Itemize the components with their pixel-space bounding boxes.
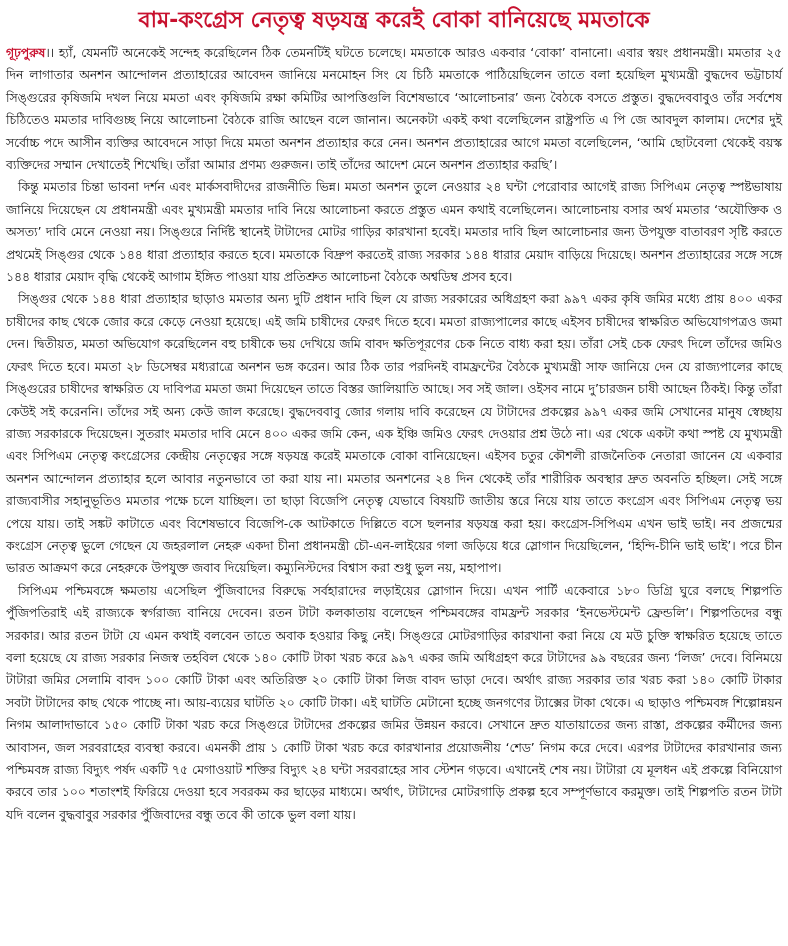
paragraph-4: সিপিএম পশ্চিমবঙ্গে ক্ষমতায় এসেছিল পুঁজিবাদের বিরুদ্ধে সর্বহারাদের লড়াইয়ের স্লোগান দিয়ে। এখন পার্টি একেবারে ১৮০ ডিগ্রি ঘুরে বলছে শিল্পপতি পুঁজিপতিরাই এই রাজ্যকে স্বর্গরাজ্য বানিয়ে দেবেন। রতন টাটা কলকাতায় বলেছেন পশ্চিমবঙ্গের বামফ্রন্ট সরকার ‘ইনভেস্টমেন্ট ফ্রেন্ডলি’। শিল্পপতিদের বন্ধু সরকার। আর রতন টাটা যে এমন কথাই বলবেন তাতে অবাক হওয়ার কিছু নেই। সিঙ্গুরে মোটরগাড়ির কারখানা করা নিয়ে যে মউ চুক্তি স্বাক্ষরিত হয়েছে তাতে বলা হয়েছে যে রাজ্য সরকার নিজস্ব তহবিল থেকে ১৪০ কোটি টাকা খরচ করে ৯৯৭ একর জমি অধিগ্রহণ করে টাটাদের ৯৯ বছরের জন্য ‘লিজ’ দেবে। বিনিময়ে টাটারা জমির সেলামি বাবদ ১০০ কোটি টাকা এবং অতিরিক্ত ২০ কোটি টাকা লিজ বাবদ ভাড়া দেবে। অর্থাৎ রাজ্য সরকার তার খরচ করা ১৪০ কোটি টাকার সবটা টাটাদের কাছ থেকে পাচ্ছে না। আয়-ব্যয়ের ঘাটতি ২০ কোটি টাকা। এই ঘাটতি মেটানো হচ্ছে জনগণের ট্যাক্সের টাকা থেকে। এ ছাড়াও পশ্চিমবঙ্গ শিল্পোন্নয়ন নিগম আলাদাভাবে ১৫০ কোটি টাকা খরচ করে সিঙ্গুরে টাটাদের প্রকল্পের জমির উন্নয়ন করবে। সেখানে দ্রুত যাতায়াতের জন্য রাস্তা, প্রকল্পের কর্মীদের জন্য আবাসন, জল সরবরাহের ব্যবস্থা করবে। এমনকী প্রায় ১ কোটি টাকা খরচ করে কারখানার প্রয়োজনীয় ‘শেড’ নিগম করে দেবে। এরপর টাটাদের কারখানার জন্য পশ্চিমবঙ্গ রাজ্য বিদ্যুৎ পর্ষদ একটি ৭৫ মেগাওয়াট শক্তির বিদ্যুৎ ২৪ ঘন্টা সরবরাহের সাব স্টেশন গড়বে। এখানেই শেষ নয়। টাটারা যে মূলধন এই প্রকল্পে বিনিয়োগ করবে তার ১০০ শতাংশই ফিরিয়ে দেওয়া হবে সবরকম কর ছাড়ের মাধ্যমে। অর্থাৎ, টাটাদের মোটরগাড়ি প্রকল্প হবে সম্পূর্ণভাবে করমুক্ত। তাই শিল্পপতি রতন টাটা যদি বলেন বুদ্ধবাবুর সরকার পুঁজিবাদের বন্ধু তবে কী তাকে ভুল বলা যায়। bbox=[6, 583, 782, 822]
paragraph-1 bbox=[6, 42, 782, 176]
paragraph-1-text: ।। হ্যাঁ, যেমনটি অনেকেই সন্দেহ করেছিলেন ঠিক তেমনটিই ঘটতে চলেছে। মমতাকে আরও একবার ‘বোকা’ বানানো। এবার স্বয়ং প্রধানমন্ত্রী। মমতার ২৫ দিন লাগাতার অনশন আন্দোলন প্রত্যাহারের আবেদন জানিয়ে মনমোহন সিং যে চিঠি মমতাকে পাঠিয়েছিলেন তাতে বলা হয়েছিল মুখ্যমন্ত্রী বুদ্ধদেব ভট্টাচার্য সিঙ্গুরের কৃষিজমি দখল নিয়ে মমতা এবং কৃষিজমি রক্ষা কমিটির আপত্তিগুলি বিশেষভাবে ‘আলোচনার’ জন্য বৈঠকে বসতে প্রস্তুত। বুদ্ধদেববাবুও তাঁর সর্বশেষ চিঠিতেও মমতার দাবিগুচ্ছ নিয়ে আলোচনা বৈঠকে রাজি আছেন বলে জানান। অনেকটা একই কথা বলেছিলেন রাষ্ট্রপতি এ পি জে আবদুল কালাম। দেশের দুই সর্বোচ্চ পদে আসীন ব্যক্তির আবেদনে সাড়া দিয়ে মমতা অনশন প্রত্যাহার করে নেন। অনশন প্রত্যাহারের আগে মমতা বলেছিলেন, ‘আমি ছোটবেলা থেকেই বয়স্ক ব্যক্তিদের সম্মান দেখাতেই শিখেছি। তাঁরা আমার প্রণম্য গুরুজন। তাই তাঁদের আদেশ মেনে অনশন প্রত্যাহার করছি’। bbox=[6, 46, 782, 173]
paragraph-3: সিঙ্গুর থেকে ১৪৪ ধারা প্রত্যাহার ছাড়াও মমতার অন্য দুটি প্রধান দাবি ছিল যে রাজ্য সরকারের অধিগ্রহণ করা ৯৯৭ একর কৃষি জমির মধ্যে প্রায় ৪০০ একর চাষীদের কাছ থেকে জোর করে কেড়ে নেওয়া হয়েছে। এই জমি চাষীদের ফেরৎ দিতে হবে। মমতা রাজ্যপালের কাছে এইসব চাষীদের স্বাক্ষরিত অভিযোগপত্রও জমা দেন। দ্বিতীয়ত, মমতা অভিযোগ করেছিলেন বহু চাষীকে ভয় দেখিয়ে জমি বাবদ ক্ষতিপূরণের চেক নিতে বাধ্য করা হয়। তাঁরা সেই চেক ফেরৎ দিলে তাঁদের জমিও ফেরৎ দিতে হবে। মমতা ২৮ ডিসেম্বর মধ্যরাত্রে অনশন ভঙ্গ করেন। আর ঠিক তার পরদিনই বামফ্রন্টের বৈঠকে মুখ্যমন্ত্রী সাফ জানিয়ে দেন যে রাজ্যপালের কাছে সিঙ্গুরের চাষীদের স্বাক্ষরিত যে দাবিপত্র মমতা জমা দিয়েছেন তাতে বিস্তর জালিয়াতি আছে। সব সই জাল। ওইসব নামে দু’চারজন চাষী আছেন ঠিকই। কিন্তু তাঁরা কেউই সই করেননি। তাঁদের সই অন্য কেউ জাল করেছে। বুদ্ধদেববাবু জোর গলায় দাবি করেছেন যে টাটাদের প্রকল্পের ৯৯৭ একর জমি সেখানের মানুষ স্বেচ্ছায় রাজ্য সরকারকে দিয়েছেন। সুতরাং মমতার দাবি মেনে ৪০০ একর জমি কেন, এক ইঞ্চি জমিও ফেরৎ দেওয়ার প্রশ্ন উঠে না। এর থেকে একটা কথা স্পষ্ট যে মুখ্যমন্ত্রী এবং সিপিএম নেতৃত্ব কংগ্রেসের কেন্দ্রীয় নেতৃত্বের সঙ্গে ষড়যন্ত্র করেই মমতাকে বোকা বানিয়েছেন। এইসব চতুর কৌশলী রাজনৈতিক নেতারা জানেন যে একবার অনশন আন্দোলন প্রত্যাহার হলে আবার নতুনভাবে তা করা যায় না। মমতার অনশনের ২৪ দিন থেকেই তাঁর শারীরিক অবস্থার দ্রুত অবনতি হচ্ছিল। সেই সঙ্গে রাজ্যবাসীর সহানুভূতিও মমতার পক্ষে চলে যাচ্ছিল। তা ছাড়া বিজেপি নেতৃত্ব যেভাবে বিষয়টি জাতীয় স্তরে নিয়ে যায় তাতে কংগ্রেস এবং সিপিএম নেতৃত্ব ভয় পেয়ে যায়। তাই সঙ্কট কাটাতে এবং বিশেষভাবে বিজেপি-কে আটকাতে দিল্লিতে বসে ছলনার ষড়যন্ত্র করা হয়। কংগ্রেস-সিপিএম এখন ভাই ভাই। নব প্রজন্মের কংগ্রেস নেতৃত্ব ভুলে গেছেন যে জহরলাল নেহরু একদা চীনা প্রধানমন্ত্রী চৌ-এন-লাইয়ের গলা জড়িয়ে ধরে স্লোগান দিয়েছিলেন, ‘হিন্দি-চীনি ভাই ভাই’। পরে চীন ভারত আক্রমণ করে নেহরুকে উপযুক্ত জবাব দিয়েছিল। কম্যুনিস্টদের বিশ্বাস করা শুধু ভুল নয়, মহাপাপ। bbox=[6, 292, 782, 576]
article-page bbox=[0, 4, 788, 946]
byline: গূঢ়পুরুষ bbox=[6, 46, 46, 60]
headline: বাম-কংগ্রেস নেতৃত্ব ষড়যন্ত্র করেই বোকা বানিয়েছে মমতাকে bbox=[138, 8, 650, 33]
article-body bbox=[6, 42, 782, 826]
paragraph-2: কিন্তু মমতার চিন্তা ভাবনা দর্শন এবং মার্কসবাদীদের রাজনীতি ভিন্ন। মমতা অনশন তুলে নেওয়ার ২৪ ঘন্টা পেরোবার আগেই রাজ্য সিপিএম নেতৃত্ব স্পষ্টভাষায় জানিয়ে দিয়েছেন যে প্রধানমন্ত্রী এবং মুখ্যমন্ত্রী মমতার দাবি নিয়ে আলোচনা করতে প্রস্তুত এমন কথাই বলেছিলেন। আলোচনায় বসার অর্থ মমতার ‘অযৌক্তিক ও অসত্য’ দাবি মেনে নেওয়া নয়। সিঙ্গুরে নির্দিষ্ট স্থানেই টাটাদের মোটর গাড়ির কারখানা হবেই। মমতার দাবি ছিল আলোচনার জন্য উপযুক্ত বাতাবরণ সৃষ্টি করতে প্রথমেই সিঙ্গুর থেকে ১৪৪ ধারা প্রত্যাহার করতে হবে। মমতাকে বিদ্রুপ করতেই রাজ্য সরকার ১৪৪ ধারার মেয়াদ বাড়িয়ে দিয়েছে। অনশন প্রত্যাহারের সঙ্গে সঙ্গে ১৪৪ ধারার মেয়াদ বৃদ্ধি থেকেই আগাম ইঙ্গিত পাওয়া যায় প্রতিশ্রুত আলোচনা বৈঠকে অশ্বডিম্ব প্রসব হবে। bbox=[6, 180, 782, 285]
